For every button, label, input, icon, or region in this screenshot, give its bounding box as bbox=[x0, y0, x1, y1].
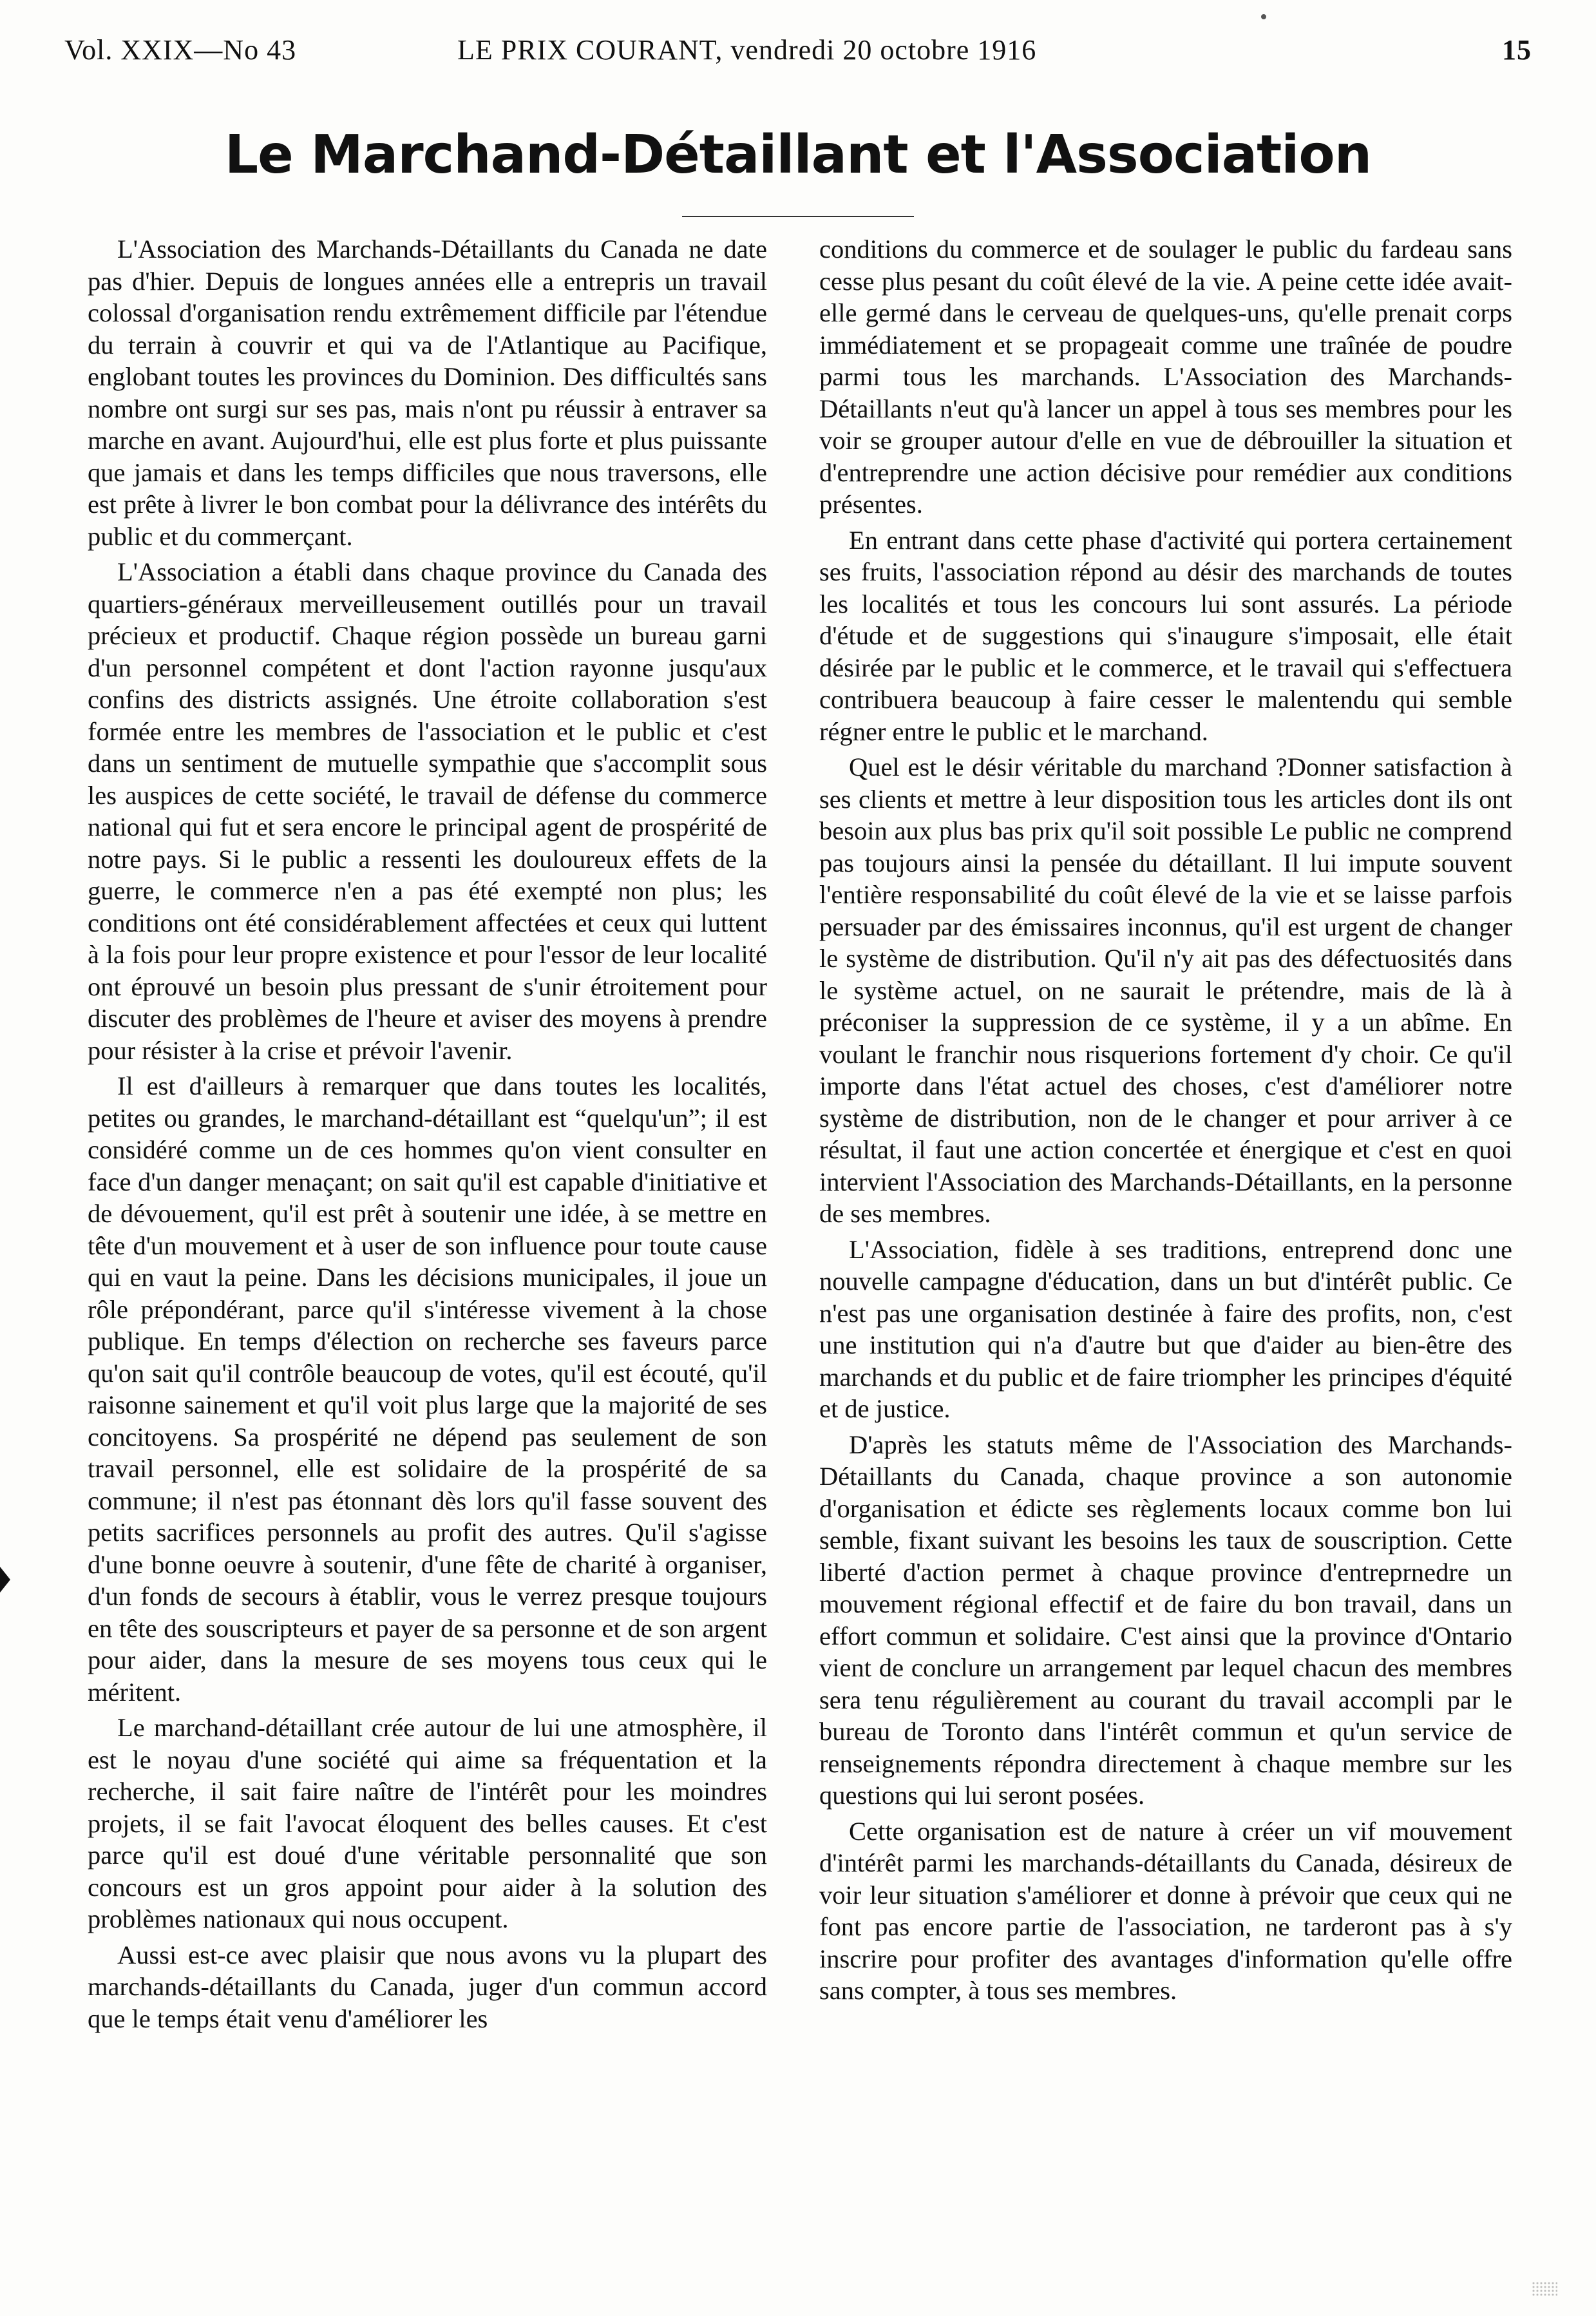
paragraph: En entrant dans cette phase d'activité qui portera certainement ses fruits, l'association répond au désir des marchands de toutes les localités et tous les concours lui sont assurés. La période d'étude et de suggestions qui s'inaugure s'imposait, elle était désirée par le public et le commerce, et le travail qui s'effectuera contribuera beaucoup à faire cesser le malentendu qui semble régner entre le public et le marchand. bbox=[819, 525, 1512, 746]
paragraph: L'Association des Marchands-Détaillants du Canada ne date pas d'hier. Depuis de longues années elle a entrepris un travail colossal d'organisation rendu extrêmement difficile par l'étendue du terrain à couvrir et qui va de l'Atlantique au Pacifique, englobant toutes les provinces du Dominion. Des difficultés sans nombre ont surgi sur ses pas, mais n'ont pu réussir à entraver sa marche en avant. Aujourd'hui, elle est plus forte et plus puissante que jamais et dans les temps difficiles que nous traversons, elle est prête à livrer le bon combat pour la délivrance des intérêts du public et du commerçant. bbox=[88, 234, 767, 551]
publication-line: LE PRIX COURANT, vendredi 20 octobre 1916 bbox=[457, 34, 1037, 66]
paper-speckle bbox=[1532, 2281, 1557, 2297]
article-title: Le Marchand-Détaillant et l'Association bbox=[224, 124, 1372, 186]
paragraph: Aussi est-ce avec plaisir que nous avons vu la plupart des marchands-détaillants du Canada, juger d'un commun accord que le temps était venu d'améliorer les bbox=[88, 1940, 767, 2033]
margin-triangle-mark bbox=[0, 1567, 10, 1593]
paragraph: L'Association a établi dans chaque province du Canada des quartiers-généraux merveilleusement outillés pour un travail précieux et productif. Chaque région possède un bureau garni d'un personnel compétent et dont l'action rayonne jusqu'aux confins des districts assignés. Une étroite collaboration s'est formée entre les membres de l'association et le public et c'est dans un sentiment de mutuelle sympathie que s'accomplit sous les auspices de cette société, le travail de défense du commerce national qui fut et sera encore le principal agent de prospérité de notre pays. Si le public a ressenti les douloureux effets de la guerre, le commerce n'en a pas été exempté non plus; les conditions ont été considérablement affectées et ceux qui luttent à la fois pour leur propre existence et pour l'essor de leur localité ont éprouvé un besoin plus pressant de s'unir étroitement pour discuter des problèmes de l'heure et aviser des moyens à prendre pour résister à la crise et prévoir l'avenir. bbox=[88, 557, 767, 1065]
title-rule bbox=[682, 216, 914, 217]
volume-number: Vol. XXIX—No 43 bbox=[64, 34, 297, 66]
ink-dot bbox=[1261, 14, 1266, 19]
paragraph: Le marchand-détaillant crée autour de lui une atmosphère, il est le noyau d'une société qui aime sa fréquentation et la recherche, il sait faire naître de l'intérêt pour les moindres projets, il se fait l'avocat éloquent des belles causes. Et c'est parce qu'il est doué d'une véritable personnalité que son concours est un gros appoint pour aider à la solution des problèmes nationaux qui nous occupent. bbox=[88, 1713, 767, 1933]
paragraph: Quel est le désir véritable du marchand ?Donner satisfaction à ses clients et mettre à leur disposition tous les articles dont ils ont besoin aux plus bas prix qu'il soit possible Le public ne comprend pas toujours ainsi la pensée du détaillant. Il lui impute souvent l'entière responsabilité du coût élevé de la vie et se laisse parfois persuader par des émissaires inconnus, qu'il est urgent de changer le système de distribution. Qu'il n'y ait pas des défectuosités dans le système actuel, on ne saurait le prétendre, mais de là à préconiser la suppression de ce système, il y a un abîme. En voulant le franchir nous risquerions fortement d'y choir. Ce qu'il importe dans l'état actuel des choses, c'est d'améliorer notre système de distribution, non de le changer et pour arriver à ce résultat, il faut une action concertée et énergique et c'est en quoi intervient l'Association des Marchands-Détaillants, en la personne de ses membres. bbox=[819, 752, 1512, 1228]
paragraph: D'après les statuts même de l'Association des Marchands-Détaillants du Canada, chaque province a son autonomie d'organisation et édicte ses règlements locaux comme bon lui semble, fixant suivant les besoins les taux de souscription. Cette liberté d'action permet à chaque province d'entreprnedre un mouvement régional effectif et de faire du bon travail, dans un effort commun et solidaire. C'est ainsi que la province d'Ontario vient de conclure un arrangement par lequel chacun des membres sera tenu régulièrement au courant du travail accompli par le bureau de Toronto dans l'intérêt commun et qu'un service de renseignements répondra directement à chaque membre sur les questions qui lui seront posées. bbox=[819, 1430, 1512, 1810]
running-header bbox=[64, 33, 1532, 72]
paragraph: Il est d'ailleurs à remarquer que dans toutes les localités, petites ou grandes, le marchand-détaillant est “quelqu'un”; il est considéré comme un de ces hommes qu'on vient consulter en face d'un danger menaçant; on sait qu'il est capable d'initiative et de dévouement, qu'il est prêt à soutenir une idée, à se mettre en tête d'un mouvement et à user de son influence pour toute cause qui en vaut la peine. Dans les décisions municipales, il joue un rôle prépondérant, parce qu'il s'intéresse vivement à la chose publique. En temps d'élection on recherche ses faveurs parce qu'on sait qu'il contrôle beaucoup de votes, qu'il est écouté, qu'il raisonne sainement et qu'il voit plus large que la majorité de ses concitoyens. Sa prospérité ne dépend pas seulement de son travail personnel, elle est solidaire de la prospérité de sa commune; il n'est pas étonnant dès lors qu'il fasse souvent des petits sacrifices personnels au profit des autres. Qu'il s'agisse d'une bonne oeuvre à soutenir, d'une fête de charité à organiser, d'un fonds de secours à établir, vous le verrez presque toujours en tête des souscripteurs et payer de sa personne et de son argent pour aider, dans la mesure de ses moyens tous ceux qui le méritent. bbox=[88, 1071, 767, 1707]
paragraph: L'Association, fidèle à ses traditions, entreprend donc une nouvelle campagne d'éducation, dans un but d'intérêt public. Ce n'est pas une organisation destinée à faire des profits, non, c'est une institution qui n'a d'autre but que d'aider au bien-être des marchands et du public et de faire triompher les principes d'équité et de justice. bbox=[819, 1234, 1512, 1423]
right-column bbox=[819, 233, 1512, 2011]
paragraph: conditions du commerce et de soulager le public du fardeau sans cesse plus pesant du coût élevé de la vie. A peine cette idée avait-elle germé dans le cerveau de quelques-uns, qu'elle prenait corps immédiatement et se propageait comme une traînée de poudre parmi tous les marchands. L'Association des Marchands-Détaillants n'eut qu'à lancer un appel à tous ses membres pour les voir se grouper autour d'elle en vue de débrouiller la situation et d'entreprendre une action décisive pour remédier aux conditions présentes. bbox=[819, 234, 1512, 519]
paragraph: Cette organisation est de nature à créer un vif mouvement d'intérêt parmi les marchands-détaillants du Canada, désireux de voir leur situation s'améliorer et donne à prévoir que ceux qui ne font pas encore partie de l'association, ne tarderont pas à s'y inscrire pour profiter des avantages d'information qu'elle offre sans compter, à tous ses membres. bbox=[819, 1816, 1512, 2005]
left-column bbox=[88, 233, 767, 2038]
page-number: 15 bbox=[1502, 34, 1532, 66]
